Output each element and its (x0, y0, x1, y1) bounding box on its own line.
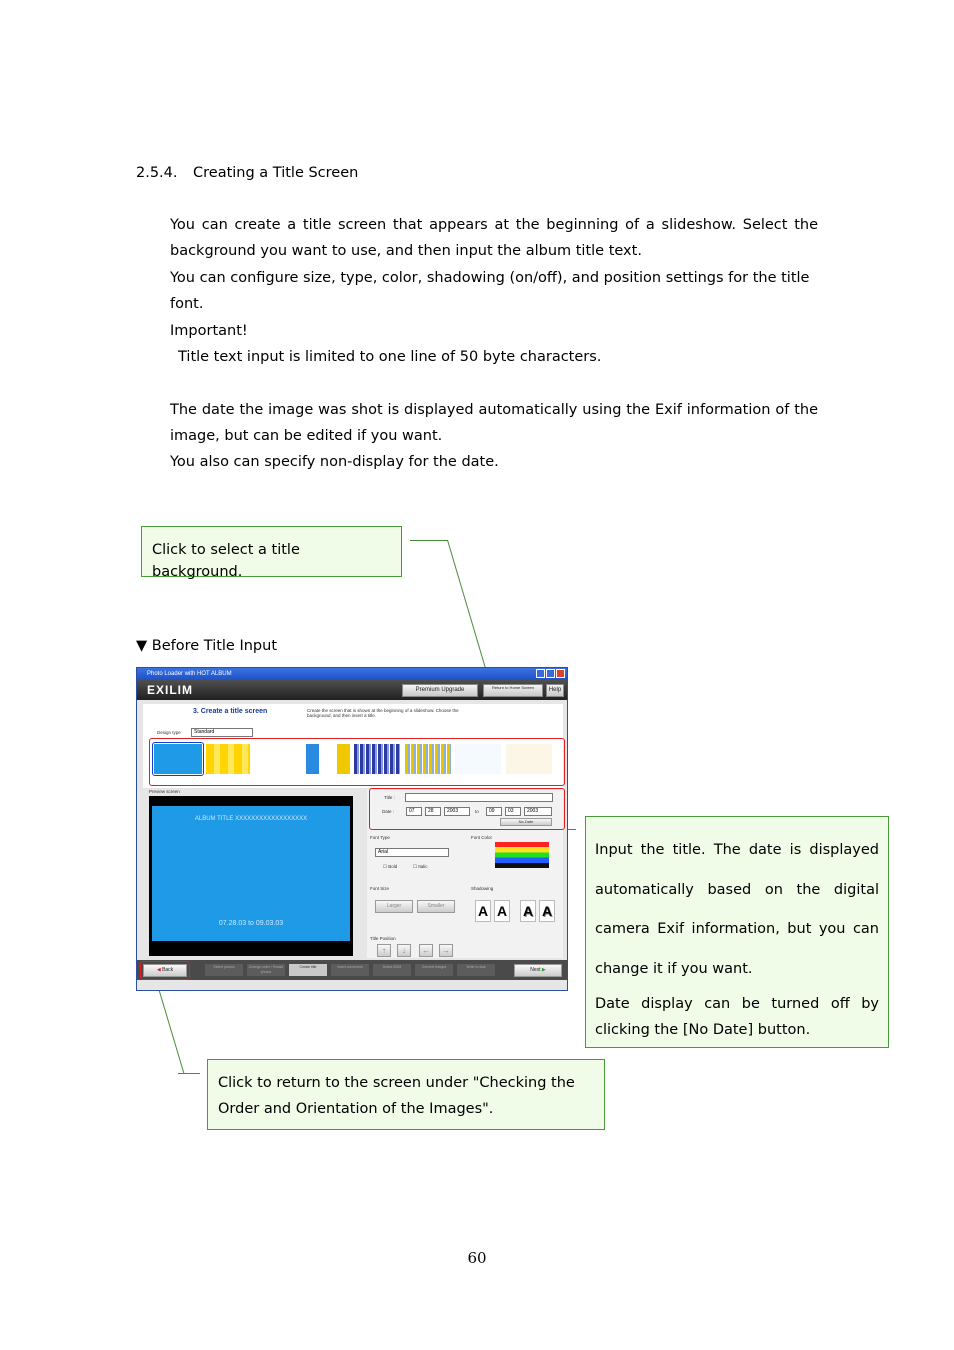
preview-date: 07.28.03 to 09.03.03 (218, 920, 284, 927)
leader-line (155, 978, 184, 1073)
date-paragraph: The date the image was shot is displayed automatically using the Exif information of the image, but can be edited if you want. (170, 402, 818, 444)
shadow-off-icon[interactable]: A (494, 900, 510, 922)
shadowing-label: Shadowing (471, 886, 494, 891)
crumb-change-order: Change order / Rotate photos (248, 965, 284, 974)
crumb-write-disk: Write to disk (457, 964, 495, 976)
step-title: 3. Create a title screen (193, 708, 268, 715)
date-to-word: to (475, 809, 479, 814)
title-position-label: Title Position (370, 936, 396, 941)
premium-upgrade-button[interactable]: Premium Upgrade (402, 684, 478, 697)
callout-title-text: Input the title. The date is displayed automatically based on the digital camera Exif information, but you can change it if you want. (595, 842, 879, 977)
next-label: Next (530, 967, 541, 973)
leader-line (410, 540, 448, 541)
down-arrow-icon[interactable]: ↓ (397, 944, 411, 957)
return-home-button[interactable]: Return to Home Screen (483, 684, 543, 697)
maximize-icon[interactable] (546, 669, 555, 678)
larger-button[interactable]: Larger (375, 900, 413, 913)
section-heading (136, 160, 358, 186)
date-to-month[interactable]: 09 (486, 807, 502, 816)
shadow-on-icon[interactable]: A (539, 900, 555, 922)
important-label: Important! (170, 323, 248, 339)
preview-title: ALBUM TITLE XXXXXXXXXXXXXXXXXX (194, 816, 308, 822)
important-text: Title text input is limited to one line of 50 byte characters. (178, 349, 602, 365)
font-color-palette[interactable] (495, 842, 549, 868)
date-label: Date : (382, 809, 395, 814)
brand-bar (137, 680, 567, 700)
date-from-year[interactable]: 2003 (444, 807, 470, 816)
date-from-month[interactable]: 07 (406, 807, 422, 816)
right-arrow-icon[interactable]: → (439, 944, 453, 957)
font-color-label: Font Color (471, 835, 493, 840)
design-type-label: Design type (157, 730, 181, 735)
window-title: Photo Loader with HOT ALBUM (147, 671, 232, 677)
page-number: 60 (467, 1249, 487, 1267)
up-arrow-icon[interactable]: ↑ (377, 944, 391, 957)
preview-label: Preview screen (149, 789, 180, 794)
callout-title-input (585, 816, 889, 1048)
callout-back: Click to return to the screen under "Checking the Order and Orientation of the Images". (207, 1059, 605, 1130)
step-navbar (137, 960, 567, 980)
highlight-backgrounds (149, 738, 565, 786)
bold-checkbox[interactable]: ☐ Bold (383, 864, 398, 869)
figure-caption: ▼ Before Title Input (136, 638, 278, 654)
intro-paragraph: You can create a title screen that appears at the beginning of a slideshow. Select the background you want to use, and then input the album title text. (170, 217, 818, 259)
back-arrow-icon: ◀ (156, 967, 161, 973)
help-button[interactable]: Help (546, 684, 564, 697)
design-type-select[interactable]: Standard (191, 728, 253, 737)
font-size-label: Font Size (370, 886, 390, 891)
no-date-button[interactable]: No Date (500, 818, 552, 826)
back-label: Back (162, 967, 174, 973)
shadow-on-icon[interactable]: A (520, 900, 536, 922)
left-arrow-icon[interactable]: ← (419, 944, 433, 957)
font-type-label: Font Type (370, 835, 390, 840)
italic-label: Italic (418, 864, 428, 869)
preview-background (152, 806, 350, 941)
app-screenshot (136, 667, 568, 991)
section-number: 2.5.4. (136, 165, 178, 181)
no-date-paragraph: You also can specify non-display for the date. (170, 454, 499, 470)
crumb-select-bgm: Select BGM (373, 964, 411, 976)
date-to-day[interactable]: 03 (505, 807, 521, 816)
close-icon[interactable] (556, 669, 565, 678)
preview-screen (149, 796, 353, 956)
font-settings-paragraph: You can configure size, type, color, shadowing (on/off), and position settings for the title font. (170, 270, 810, 312)
section-title: Creating a Title Screen (193, 165, 359, 181)
italic-checkbox[interactable]: ☐ Italic (413, 864, 428, 869)
highlight-title-date (369, 788, 565, 830)
highlight-back (140, 961, 190, 980)
date-to-year[interactable]: 2003 (524, 807, 552, 816)
next-arrow-icon: ▶ (541, 967, 546, 973)
date-from-day[interactable]: 28 (425, 807, 441, 816)
minimize-icon[interactable] (536, 669, 545, 678)
crumb-convert-images: Convert images (415, 964, 453, 976)
brand-logo: EXILIM (147, 683, 194, 697)
crumb-select-photos: Select photos (205, 964, 243, 976)
step-description: Create the screen that is shown at the beginning of a slideshow. Choose the background, and then insert a title. (307, 708, 459, 718)
callout-background: Click to select a title background. (141, 526, 402, 577)
leader-line (178, 1073, 200, 1074)
shadow-off-icon[interactable]: A (475, 900, 491, 922)
crumb-create-title: Create title (289, 964, 327, 976)
title-label: Title : (384, 795, 395, 800)
font-select[interactable]: Arial (375, 848, 449, 857)
crumb-insert-comments: Insert comments (331, 964, 369, 976)
smaller-button[interactable]: Smaller (417, 900, 455, 913)
bold-label: Bold (388, 864, 398, 869)
callout-no-date-text: Date display can be turned off by clicking the [No Date] button. (595, 996, 879, 1038)
window-titlebar (137, 668, 567, 680)
next-button[interactable] (514, 964, 562, 977)
